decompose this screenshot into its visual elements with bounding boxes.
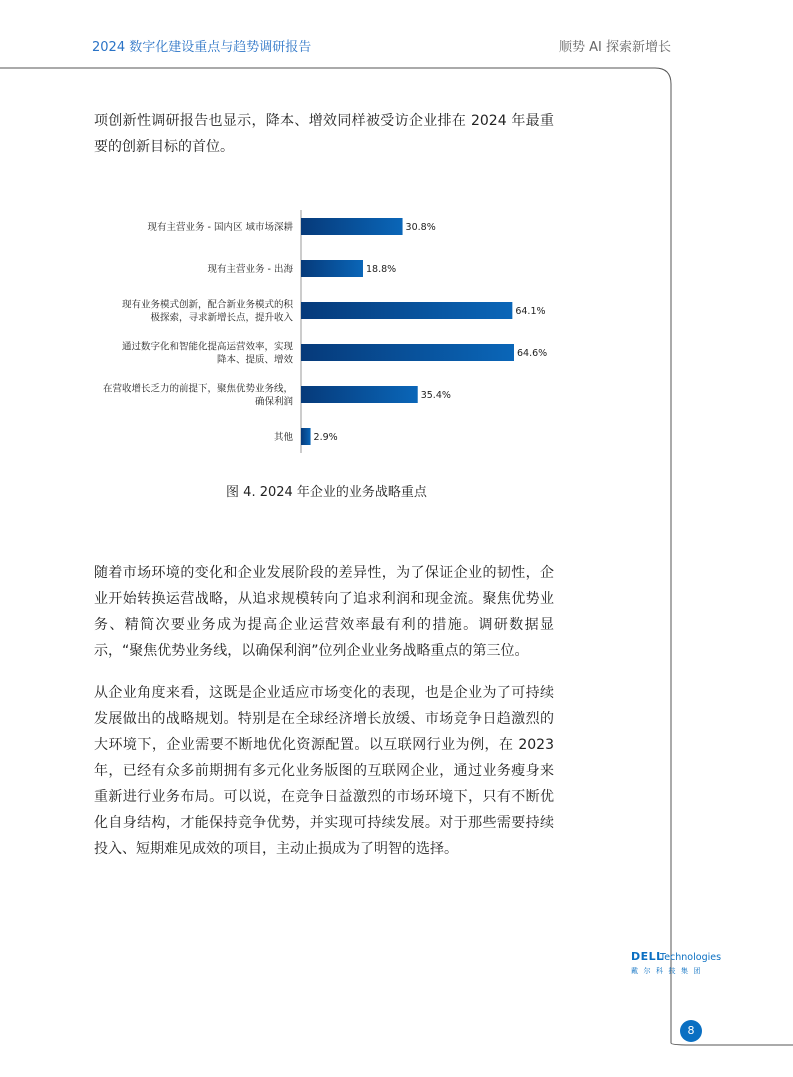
chart-bar xyxy=(301,428,311,445)
figure-caption-text: 图 4. 2024 年企业的业务战略重点 xyxy=(226,485,427,500)
chart-category-label: 现有业务模式创新，配合新业务模式的积 xyxy=(121,299,293,311)
chart-value-label: 2.9% xyxy=(313,432,338,443)
chart-category-label: 通过数字化和智能化提高运营效率，实现 xyxy=(121,341,293,353)
page-header-title: 2024 数字化建设重点与趋势调研报告 xyxy=(92,40,312,55)
chart-bar xyxy=(301,386,418,403)
dell-logo: DELL xyxy=(631,950,664,963)
chart-category-label: 确保利润 xyxy=(254,396,293,408)
chart-category-label: 现有主营业务 - 出海 xyxy=(207,264,293,275)
dell-logo-suffix: Technologies xyxy=(660,952,722,963)
chart-bar xyxy=(301,302,512,319)
chart-category-label: 降本、提质、增效 xyxy=(216,354,293,366)
body-paragraph: 项创新性调研报告也显示，降本、增效同样被受访企业排在 2024 年最重要的创新目标的首位。 xyxy=(94,113,554,155)
body-paragraph: 从企业角度来看，这既是企业适应市场变化的表现，也是企业为了可持续发展做出的战略规划。特别是在全球经济增长放缓、市场竞争日趋激烈的大环境下，企业需要不断地优化资源配置。以互联网行业为例，在 2023 年，已经有众多前期拥有多元化业务版图的互联网企业，通过业务瘦身来重新进行业务布局。可以说，在竞争日益激烈的市场环境下，只有不断优化自身结构，才能保持竞争优势，并实现可持续发展。对于那些需要持续投入、短期难见成效的项目，主动止损成为了明智的选择。 xyxy=(94,685,554,857)
chart-value-label: 64.6% xyxy=(517,348,548,359)
page-header-tagline: 顺势 AI 探索新增长 xyxy=(559,40,671,55)
body-paragraph: 随着市场环境的变化和企业发展阶段的差异性，为了保证企业的韧性，企业开始转换运营战略，从追求规模转向了追求利润和现金流。聚焦优势业务、精简次要业务成为提高企业运营效率最有利的措施。调研数据显示，“聚焦优势业务线，以确保利润”位列企业业务战略重点的第三位。 xyxy=(94,565,554,659)
chart-value-label: 18.8% xyxy=(365,264,397,275)
chart-category-label: 极探索，寻求新增长点，提升收入 xyxy=(150,312,293,324)
chart-bar xyxy=(301,260,363,277)
chart-value-label: 35.4% xyxy=(420,390,451,401)
chart-bar xyxy=(301,344,514,361)
chart-value-label: 64.1% xyxy=(515,306,546,317)
bar-chart xyxy=(60,205,580,465)
chart-category-label: 在营收增长乏力的前提下，聚焦优势业务线， xyxy=(102,383,293,395)
chart-category-label: 现有主营业务 - 国内区 域市场深耕 xyxy=(147,222,293,233)
chart-bar xyxy=(301,218,403,235)
figure-caption xyxy=(0,481,793,500)
page-number: 8 xyxy=(680,1020,702,1042)
chart-value-label: 30.8% xyxy=(405,222,436,233)
dell-logo-chinese: 戴尔科技集团 xyxy=(631,967,706,975)
chart-category-label: 其他 xyxy=(273,432,293,443)
